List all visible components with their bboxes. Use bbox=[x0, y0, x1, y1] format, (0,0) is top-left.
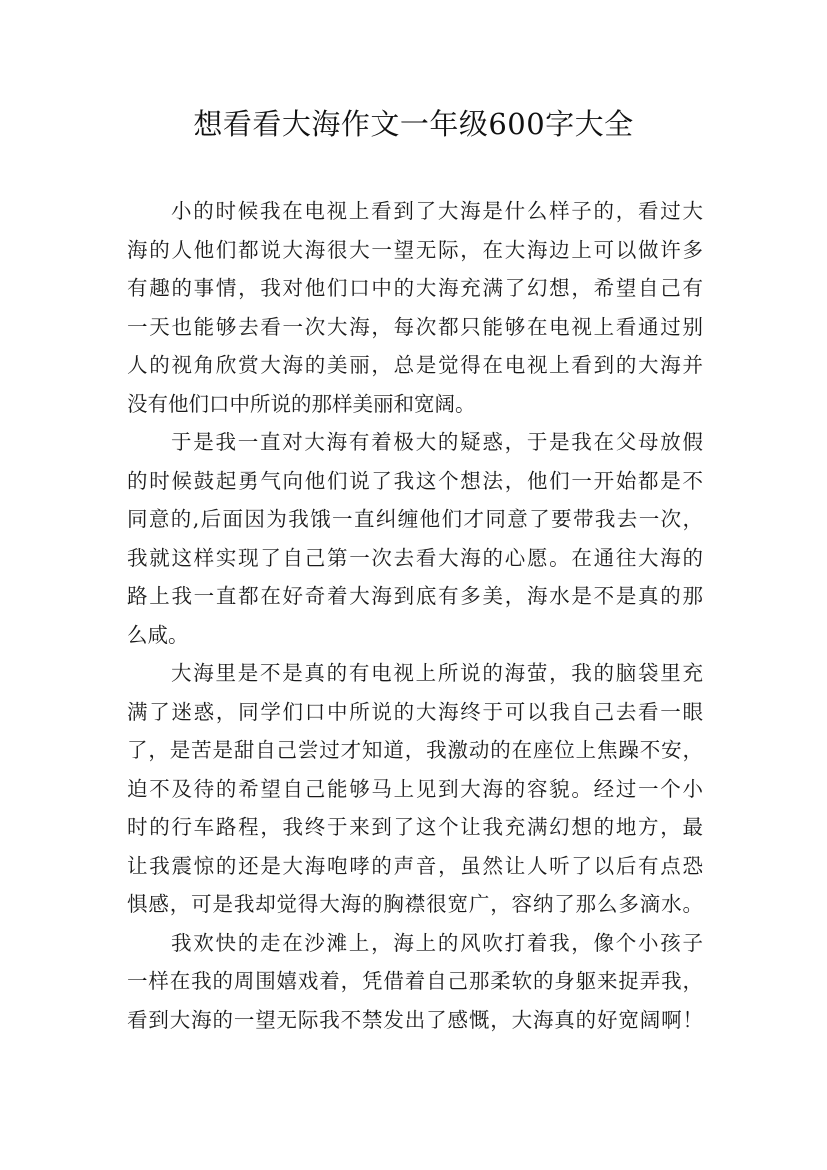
text-line: 一天也能够去看一次大海，每次都只能够在电视上看通过别 bbox=[127, 314, 703, 339]
text-line: 看到大海的一望无际我不禁发出了感慨，大海真的好宽阔啊！ bbox=[127, 1007, 703, 1032]
text-line: 满了迷惑，同学们口中所说的大海终于可以我自己去看一眼 bbox=[127, 699, 703, 724]
text-line: 让我震惊的还是大海咆哮的声音，虽然让人听了以后有点恐 bbox=[127, 853, 703, 878]
text-line: 么咸。 bbox=[127, 622, 189, 647]
text-line: 路上我一直都在好奇着大海到底有多美，海水是不是真的那 bbox=[127, 584, 703, 608]
text-line: 迫不及待的希望自己能够马上见到大海的容貌。经过一个小 bbox=[127, 776, 703, 801]
text-line: 海的人他们都说大海很大一望无际，在大海边上可以做许多 bbox=[127, 237, 703, 262]
text-line: 时的行车路程，我终于来到了这个让我充满幻想的地方，最 bbox=[127, 815, 703, 839]
text-line: 没有他们口中所说的那样美丽和宽阔。 bbox=[127, 391, 476, 416]
document-body bbox=[127, 192, 703, 1039]
text-line: 同意的,后面因为我饿一直纠缠他们才同意了要带我去一次， bbox=[127, 507, 703, 531]
text-line: 于是我一直对大海有着极大的疑惑，于是我在父母放假 bbox=[171, 430, 703, 454]
text-line: 的时候鼓起勇气向他们说了我这个想法，他们一开始都是不 bbox=[127, 468, 703, 493]
text-line: 大海里是不是真的有电视上所说的海萤，我的脑袋里充 bbox=[171, 661, 703, 685]
text-line: 我欢快的走在沙滩上，海上的风吹打着我，像个小孩子 bbox=[171, 930, 703, 955]
text-line: 人的视角欣赏大海的美丽，总是觉得在电视上看到的大海并 bbox=[127, 353, 703, 377]
text-line: 有趣的事情，我对他们口中的大海充满了幻想，希望自己有 bbox=[127, 276, 703, 300]
text-line: 一样在我的周围嬉戏着，凭借着自己那柔软的身躯来捉弄我， bbox=[127, 969, 703, 993]
text-line: 我就这样实现了自己第一次去看大海的心愿。在通往大海的 bbox=[127, 545, 703, 570]
text-line: 了，是苦是甜自己尝过才知道，我激动的在座位上焦躁不安， bbox=[127, 738, 703, 762]
text-line: 惧感，可是我却觉得大海的胸襟很宽广，容纳了那么多滴水。 bbox=[127, 892, 703, 916]
document-title: 想看看大海作文一年级600字大全 bbox=[193, 107, 634, 141]
text-line: 小的时候我在电视上看到了大海是什么样子的，看过大 bbox=[171, 199, 703, 223]
